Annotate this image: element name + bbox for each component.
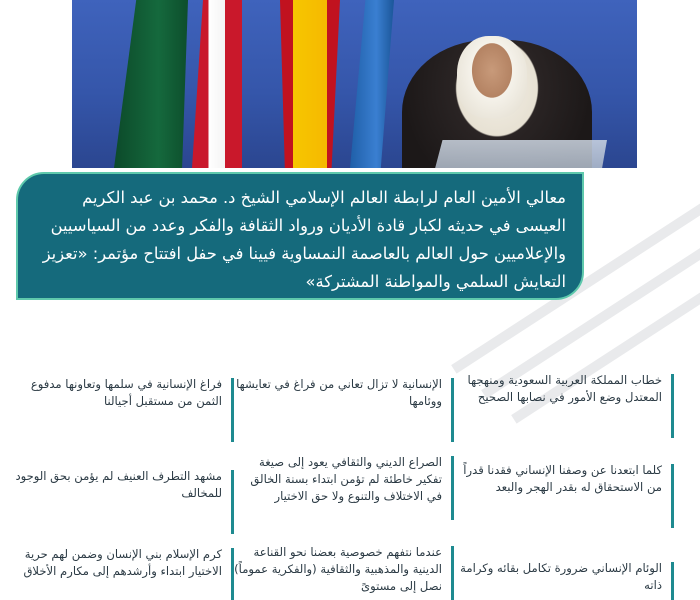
quote-bar bbox=[231, 548, 234, 600]
quote-text: كلما ابتعدنا عن وصفنا الإنساني فقدنا قدراً من الاستحقاق له بقدر الهجر والبعد bbox=[463, 463, 662, 494]
quote-text: الصراع الديني والثقافي يعود إلى صيغة تفكير خاطئة لم تؤمن ابتداء بسنة الخالق في الاختلاف والتنوع ولا حق الاختيار bbox=[250, 455, 442, 503]
quote-text: فراغ الإنسانية في سلمها وتعاونها مدفوع الثمن من مستقبل أجيالنا bbox=[30, 377, 222, 408]
quotes-grid bbox=[0, 352, 700, 600]
quote-item bbox=[234, 454, 454, 505]
quote-bar bbox=[231, 470, 234, 534]
quote-item bbox=[14, 468, 234, 502]
quote-text: كرم الإسلام بني الإنسان وضمن لهم حرية الاختيار ابتداء وأرشدهم إلى مكارم الأخلاق bbox=[23, 547, 222, 578]
speaker-head bbox=[457, 36, 527, 118]
quote-bar bbox=[671, 562, 674, 600]
quote-text: الوئام الإنساني ضرورة تكامل بقائه وكرامة ذاته bbox=[460, 561, 662, 592]
quote-text: خطاب المملكة العربية السعودية ومنهجها المعتدل وضع الأمور في نصابها الصحيح bbox=[467, 373, 662, 404]
quote-bar bbox=[451, 378, 454, 442]
quote-bar bbox=[671, 374, 674, 438]
quote-item bbox=[454, 462, 674, 496]
podium bbox=[432, 140, 607, 168]
quote-bar bbox=[451, 456, 454, 520]
un-flag bbox=[350, 0, 394, 168]
spain-flag bbox=[280, 0, 340, 168]
quote-item bbox=[454, 560, 674, 594]
quote-bar bbox=[451, 546, 454, 600]
quote-bar bbox=[231, 378, 234, 442]
saudi-flag bbox=[114, 0, 188, 168]
quote-item bbox=[234, 376, 454, 410]
caption-box bbox=[16, 172, 584, 300]
quote-item bbox=[14, 546, 234, 580]
quote-text: الإنسانية لا تزال تعاني من فراغ في تعايشها ووئامها bbox=[236, 377, 442, 408]
quote-bar bbox=[671, 464, 674, 528]
quote-text: عندما نتفهم خصوصية بعضنا نحو القناعة الدينية والمذهبية والثقافية (والفكرية عموماً) نصل إلى مستوىً bbox=[234, 545, 442, 593]
quote-item bbox=[14, 376, 234, 410]
caption-text: معالي الأمين العام لرابطة العالم الإسلامي الشيخ د. محمد بن عبد الكريم العيسى في حديثه لكبار قادة الأديان ورواد الثقافة والفكر وعدد من السياسيين والإعلاميين حول العالم بالعاصمة النمساوية فيينا في حفل افتتاح مؤتمر: «تعزيز التعايش السلمي والمواطنة المشتركة» bbox=[42, 188, 566, 291]
austria-flag bbox=[192, 0, 242, 168]
hero-photo bbox=[72, 0, 637, 168]
quote-item bbox=[454, 372, 674, 406]
quote-text: مشهد التطرف العنيف لم يؤمن بحق الوجود للمخالف bbox=[15, 469, 222, 500]
quote-item bbox=[234, 544, 454, 595]
